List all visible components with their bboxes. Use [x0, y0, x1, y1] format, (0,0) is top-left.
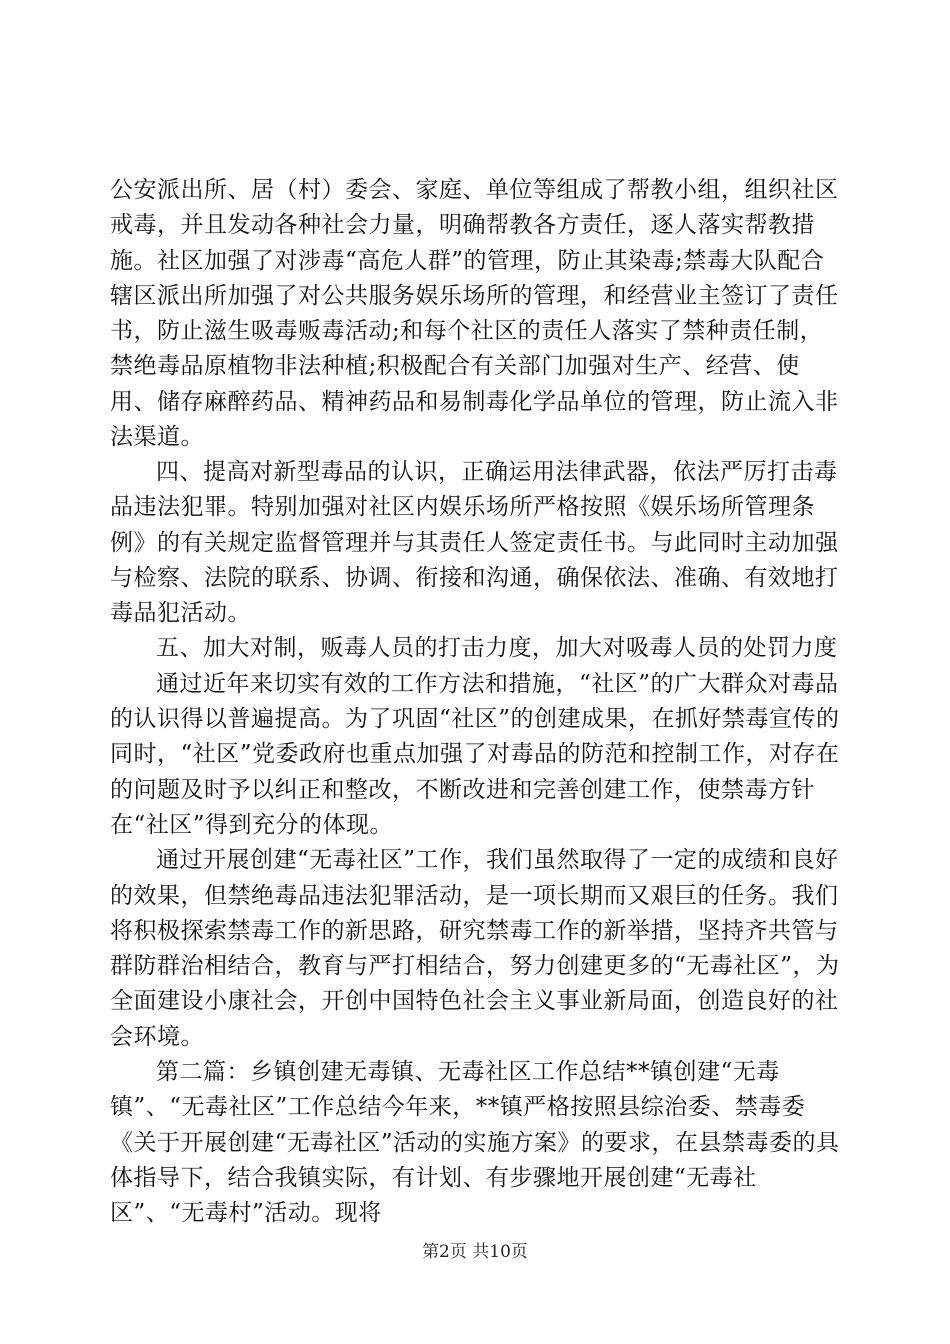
paragraph-second-article: 第二篇：乡镇创建无毒镇、无毒社区工作总结**镇创建“无毒镇”、“无毒社区”工作总结今年来，**镇严格按照县综治委、禁毒委《关于开展创建“无毒社区”活动的实施方案》的要求，在县禁毒委的具体指导下，结合我镇实际，有计划、有步骤地开展创建“无毒社区”、“无毒村”活动。现将: [110, 1059, 840, 1227]
paragraph-conclusion: 通过开展创建“无毒社区”工作，我们虽然取得了一定的成绩和良好的效果，但禁绝毒品违法犯罪活动，是一项长期而又艰巨的任务。我们将积极探索禁毒工作的新思路，研究禁毒工作的新举措，坚持齐共管与群防群治相结合，教育与严打相结合，努力创建更多的“无毒社区”，为全面建设小康社会，开创中国特色社会主义事业新局面，创造良好的社会环境。: [110, 847, 840, 1050]
paragraph-continuation: 公安派出所、居（村）委会、家庭、单位等组成了帮教小组，组织社区戒毒，并且发动各种社会力量，明确帮教各方责任，逐人落实帮教措施。社区加强了对涉毒“高危人群”的管理，防止其染毒;禁毒大队配合辖区派出所加强了对公共服务娱乐场所的管理，和经营业主签订了责任书，防止滋生吸毒贩毒活动;和每个社区的责任人落实了禁种责任制，禁绝毒品原植物非法种植;积极配合有关部门加强对生产、经营、使用、储存麻醉药品、精神药品和易制毒化学品单位的管理，防止流入非法渠道。: [110, 177, 839, 451]
body-text-top: [110, 173, 840, 455]
paragraph-section-four: 四、提高对新型毒品的认识，正确运用法律武器，依法严厉打击毒品违法犯罪。特别加强对社区内娱乐场所严格按照《娱乐场所管理条例》的有关规定监督管理并与其责任人签定责任书。与此同时主动加强与检察、法院的联系、协调、衔接和沟通，确保依法、准确、有效地打毒品犯活动。: [110, 459, 839, 627]
paragraph-results: 通过近年来切实有效的工作方法和措施，“社区”的广大群众对毒品的认识得以普遍提高。为了巩固“社区”的创建成果，在抓好禁毒宣传的同时，“社区”党委政府也重点加强了对毒品的防范和控制工作，对存在的问题及时予以纠正和整改，不断改进和完善创建工作，使禁毒方针在“社区”得到充分的体现。: [110, 670, 840, 838]
page-number-footer: 第2页 共10页: [422, 1242, 528, 1262]
paragraph-section-five: 五、加大对制，贩毒人员的打击力度，加大对吸毒人员的处罚力度: [156, 635, 838, 662]
body-text-bottom: [110, 455, 840, 1232]
